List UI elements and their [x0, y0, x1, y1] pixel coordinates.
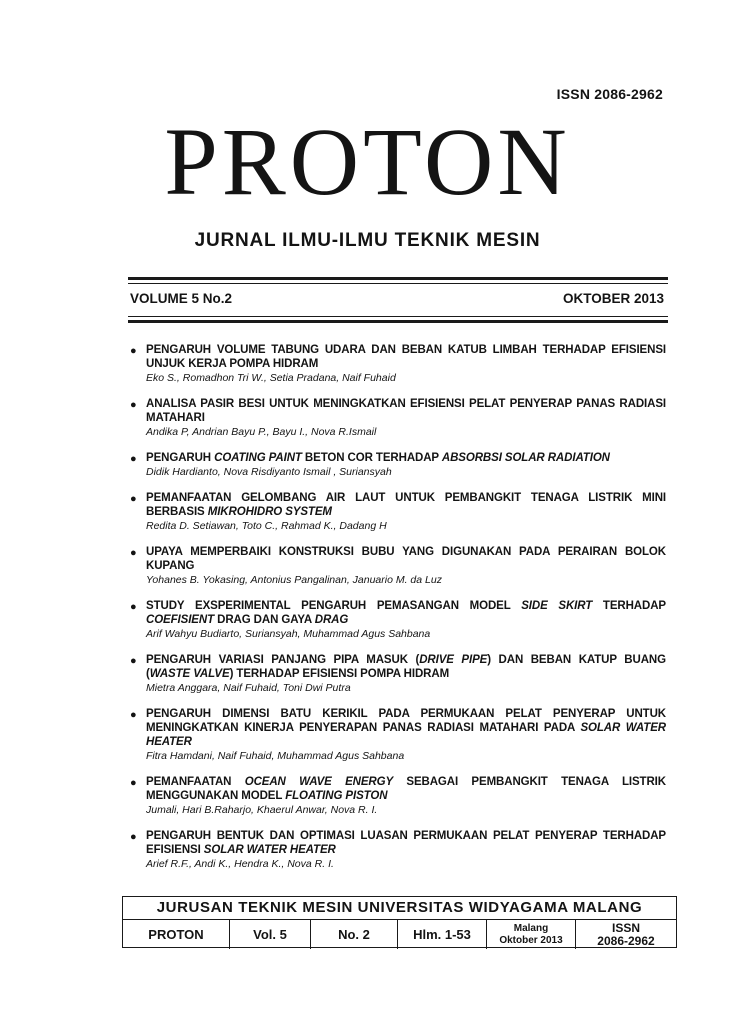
article-item — [130, 491, 666, 533]
footer-journal: PROTON — [123, 920, 230, 949]
footer-volume: Vol. 5 — [230, 920, 311, 949]
article-authors: Mietra Anggara, Naif Fuhaid, Toni Dwi Putra — [146, 682, 351, 694]
bullet-icon: ● — [130, 547, 137, 559]
footer-place-date — [487, 920, 576, 949]
article-authors: Redita D. Setiawan, Toto C., Rahmad K., Dadang H — [146, 520, 387, 532]
article-item — [130, 653, 666, 695]
article-authors: Eko S., Romadhon Tri W., Setia Pradana, Naif Fuhaid — [146, 372, 396, 384]
article-authors: Fitra Hamdani, Naif Fuhaid, Muhammad Agus Sahbana — [146, 750, 405, 762]
article-item — [130, 775, 666, 817]
bullet-icon: ● — [130, 709, 137, 721]
bullet-icon: ● — [130, 831, 137, 843]
article-item — [130, 707, 666, 763]
footer-issn-label: ISSN — [611, 920, 640, 935]
article-authors: Arief R.F., Andi K., Hendra K., Nova R. I. — [146, 858, 334, 870]
volume-label: VOLUME 5 No.2 — [130, 291, 233, 306]
article-title: UPAYA MEMPERBAIKI KONSTRUKSI BUBU YANG DIGUNAKAN PADA PERAIRAN BOLOK KUPANG — [146, 546, 666, 572]
article-title: ANALISA PASIR BESI UNTUK MENINGKATKAN EFISIENSI PELAT PENYERAP PANAS RADIASI MATAHARI — [146, 398, 666, 424]
bullet-icon: ● — [130, 655, 137, 667]
bullet-icon: ● — [130, 345, 137, 357]
article-title: PENGARUH BENTUK DAN OPTIMASI LUASAN PERMUKAAN PELAT PENYERAP TERHADAP EFISIENSI SOLAR WATER HEATER — [146, 830, 666, 856]
bottom-rule-thin — [128, 316, 668, 317]
article-authors: Didik Hardianto, Nova Risdiyanto Ismail , Suriansyah — [146, 466, 392, 478]
top-rule-thin — [128, 283, 668, 284]
bullet-icon: ● — [130, 493, 137, 505]
article-item — [130, 343, 666, 385]
article-title: PENGARUH COATING PAINT BETON COR TERHADAP ABSORBSI SOLAR RADIATION — [146, 452, 610, 464]
article-item — [130, 829, 666, 871]
article-title: PENGARUH VARIASI PANJANG PIPA MASUK (DRIVE PIPE) DAN BEBAN KATUP BUANG (WASTE VALVE) TERHADAP EFISIENSI POMPA HIDRAM — [146, 654, 666, 680]
footer-month: Oktober 2013 — [499, 934, 563, 946]
footer-row — [123, 920, 676, 949]
article-title: PEMANFAATAN GELOMBANG AIR LAUT UNTUK PEMBANGKIT TENAGA LISTRIK MINI BERBASIS MIKROHIDRO SYSTEM — [146, 492, 666, 518]
article-title: PEMANFAATAN OCEAN WAVE ENERGY SEBAGAI PEMBANGKIT TENAGA LISTRIK MENGGUNAKAN MODEL FLOATING PISTON — [146, 776, 666, 802]
volume-row — [130, 291, 664, 306]
article-item — [130, 451, 666, 479]
article-authors: Jumali, Hari B.Raharjo, Khaerul Anwar, Nova R. I. — [146, 804, 378, 816]
article-item — [130, 599, 666, 641]
bullet-icon: ● — [130, 601, 137, 613]
footer-number: No. 2 — [311, 920, 398, 949]
article-authors: Andika P, Andrian Bayu P., Bayu I., Nova R.Ismail — [146, 426, 377, 438]
issue-date: OKTOBER 2013 — [562, 291, 664, 306]
journal-subtitle: JURNAL ILMU-ILMU TEKNIK MESIN — [194, 230, 541, 251]
footer-pages: Hlm. 1-53 — [398, 920, 487, 949]
bullet-icon: ● — [130, 399, 137, 411]
article-title: PENGARUH DIMENSI BATU KERIKIL PADA PERMUKAAN PELAT PENYERAP UNTUK MENINGKATKAN KINERJA PENYERAPAN PANAS RADIASI MATAHARI PADA SOLAR WATER HEATER — [146, 708, 666, 748]
issn-top: ISSN 2086-2962 — [556, 86, 663, 102]
article-item — [130, 397, 666, 439]
top-rule-thick — [128, 277, 668, 280]
article-authors: Arif Wahyu Budiarto, Suriansyah, Muhammad Agus Sahbana — [146, 628, 431, 640]
footer-institution: JURUSAN TEKNIK MESIN UNIVERSITAS WIDYAGAMA MALANG — [123, 897, 676, 920]
article-title: PENGARUH VOLUME TABUNG UDARA DAN BEBAN KATUB LIMBAH TERHADAP EFISIENSI UNJUK KERJA POMPA HIDRAM — [146, 344, 666, 370]
article-title: STUDY EXSPERIMENTAL PENGARUH PEMASANGAN MODEL SIDE SKIRT TERHADAP COEFISIENT DRAG DAN GAYA DRAG — [146, 600, 666, 626]
bottom-rule-thick — [128, 320, 668, 323]
bullet-icon: ● — [130, 453, 137, 465]
footer-table — [122, 896, 677, 948]
footer-place: Malang — [513, 922, 549, 934]
article-authors: Yohanes B. Yokasing, Antonius Pangalinan, Januario M. da Luz — [146, 574, 442, 586]
bullet-icon: ● — [130, 777, 137, 789]
footer-issn — [576, 920, 676, 949]
footer-issn-value: 2086-2962 — [597, 933, 655, 948]
journal-title: PROTON — [164, 108, 571, 215]
article-list — [130, 343, 666, 883]
article-item — [130, 545, 666, 587]
